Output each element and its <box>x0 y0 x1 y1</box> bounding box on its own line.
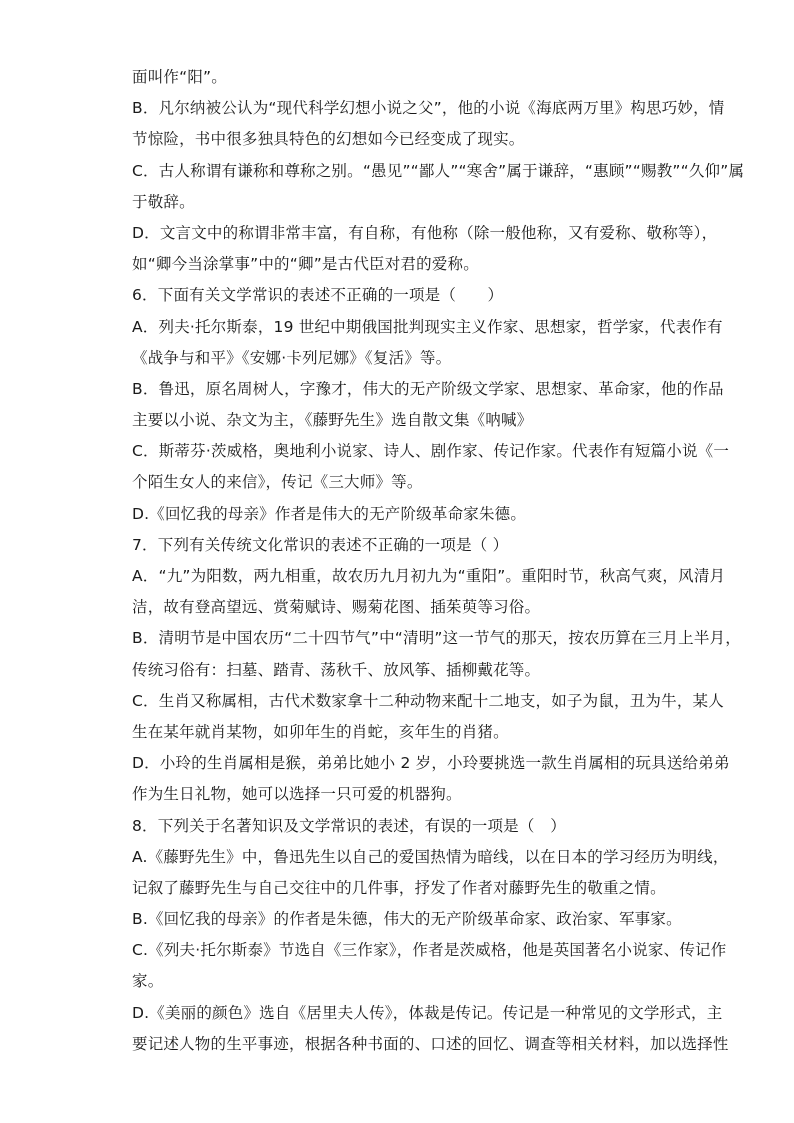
text-line: 家。 <box>132 972 164 991</box>
text-line: C．斯蒂芬·茨威格，奥地利小说家、诗人、剧作家、传记作家。代表作有短篇小说《一 <box>132 442 730 461</box>
text-line: C.《列夫·托尔斯泰》节选自《三作家》，作者是茨威格，他是英国著名小说家、传记作 <box>132 941 727 960</box>
text-line: 主要以小说、杂文为主，《藤野先生》选自散文集《呐喊》 <box>132 411 533 430</box>
text-line: D．小玲的生肖属相是猴，弟弟比她小 2 岁，小玲要挑选一款生肖属相的玩具送给弟弟 <box>132 754 730 773</box>
text-line: 传统习俗有：扫墓、踏青、荡秋千、放风筝、插柳戴花等。 <box>132 660 541 679</box>
text-line: D．文言文中的称谓非常丰富，有自称，有他称（除一般他称，又有爱称、敬称等）， <box>132 223 718 242</box>
text-line: A.《藤野先生》中，鲁迅先生以自己的爱国热情为暗线，以在日本的学习经历为明线， <box>132 847 729 866</box>
question-8-stem: 8．下列关于名著知识及文学常识的表述，有误的一项是（ ） <box>132 816 566 835</box>
text-line: B．鲁迅，原名周树人，字豫才，伟大的无产阶级文学家、思想家、革命家，他的作品 <box>132 379 724 398</box>
question-6-stem: 6．下面有关文学常识的表述不正确的一项是（ ） <box>132 286 504 305</box>
question-7-stem: 7．下列有关传统文化常识的表述不正确的一项是（ ） <box>132 535 509 554</box>
text-line: B．凡尔纳被公认为“现代科学幻想小说之父”，他的小说《海底两万里》构思巧妙，情 <box>132 99 725 118</box>
text-line: 于敬辞。 <box>132 192 195 211</box>
document-body <box>132 62 745 1060</box>
text-line: 生在某年就肖某物，如卯年生的肖蛇，亥年生的肖猪。 <box>132 722 509 741</box>
text-line: D.《回忆我的母亲》作者是伟大的无产阶级革命家朱德。 <box>132 504 527 523</box>
text-line: 个陌生女人的来信》，传记《三大师》等。 <box>132 473 423 492</box>
text-line: B.《回忆我的母亲》的作者是朱德，伟大的无产阶级革命家、政治家、军事家。 <box>132 910 682 929</box>
text-line: 要记述人物的生平事迹，根据各种书面的、口述的回忆、调查等相关材料，加以选择性 <box>132 1034 729 1053</box>
text-line: 洁，故有登高望远、赏菊赋诗、赐菊花图、插茱萸等习俗。 <box>132 598 541 617</box>
text-line: D.《美丽的颜色》选自《居里夫人传》，体裁是传记。传记是一种常见的文学形式，主 <box>132 1003 723 1022</box>
text-line: C．生肖又称属相，古代术数家拿十二种动物来配十二地支，如子为鼠，丑为牛，某人 <box>132 691 724 710</box>
text-line: 记叙了藤野先生与自己交往中的几件事，抒发了作者对藤野先生的敬重之情。 <box>132 878 666 897</box>
text-line: A．“九”为阳数，两九相重，故农历九月初九为“重阳”。重阳时节，秋高气爽，风清月 <box>132 567 726 585</box>
text-line: 如“卿今当涂掌事”中的“卿”是古代臣对君的爱称。 <box>132 255 479 274</box>
text-line: 节惊险，书中很多独具特色的幻想如今已经变成了现实。 <box>132 130 525 149</box>
text-line: B．清明节是中国农历“二十四节气”中“清明”这一节气的那天，按农历算在三月上半月， <box>132 629 741 648</box>
text-line: 作为生日礼物，她可以选择一只可爱的机器狗。 <box>132 785 462 804</box>
text-line: C．古人称谓有谦称和尊称之别。“愚见”“鄙人”“寒舍”属于谦辞，“惠顾”“赐教”“久仰”属 <box>132 161 745 180</box>
text-line: A．列夫·托尔斯泰，19 世纪中期俄国批判现实主义作家、思想家，哲学家，代表作有 <box>132 317 723 336</box>
text-line: 面叫作“阳”。 <box>132 68 227 86</box>
text-line: 《战争与和平》《安娜·卡列尼娜》《复活》等。 <box>132 348 452 367</box>
